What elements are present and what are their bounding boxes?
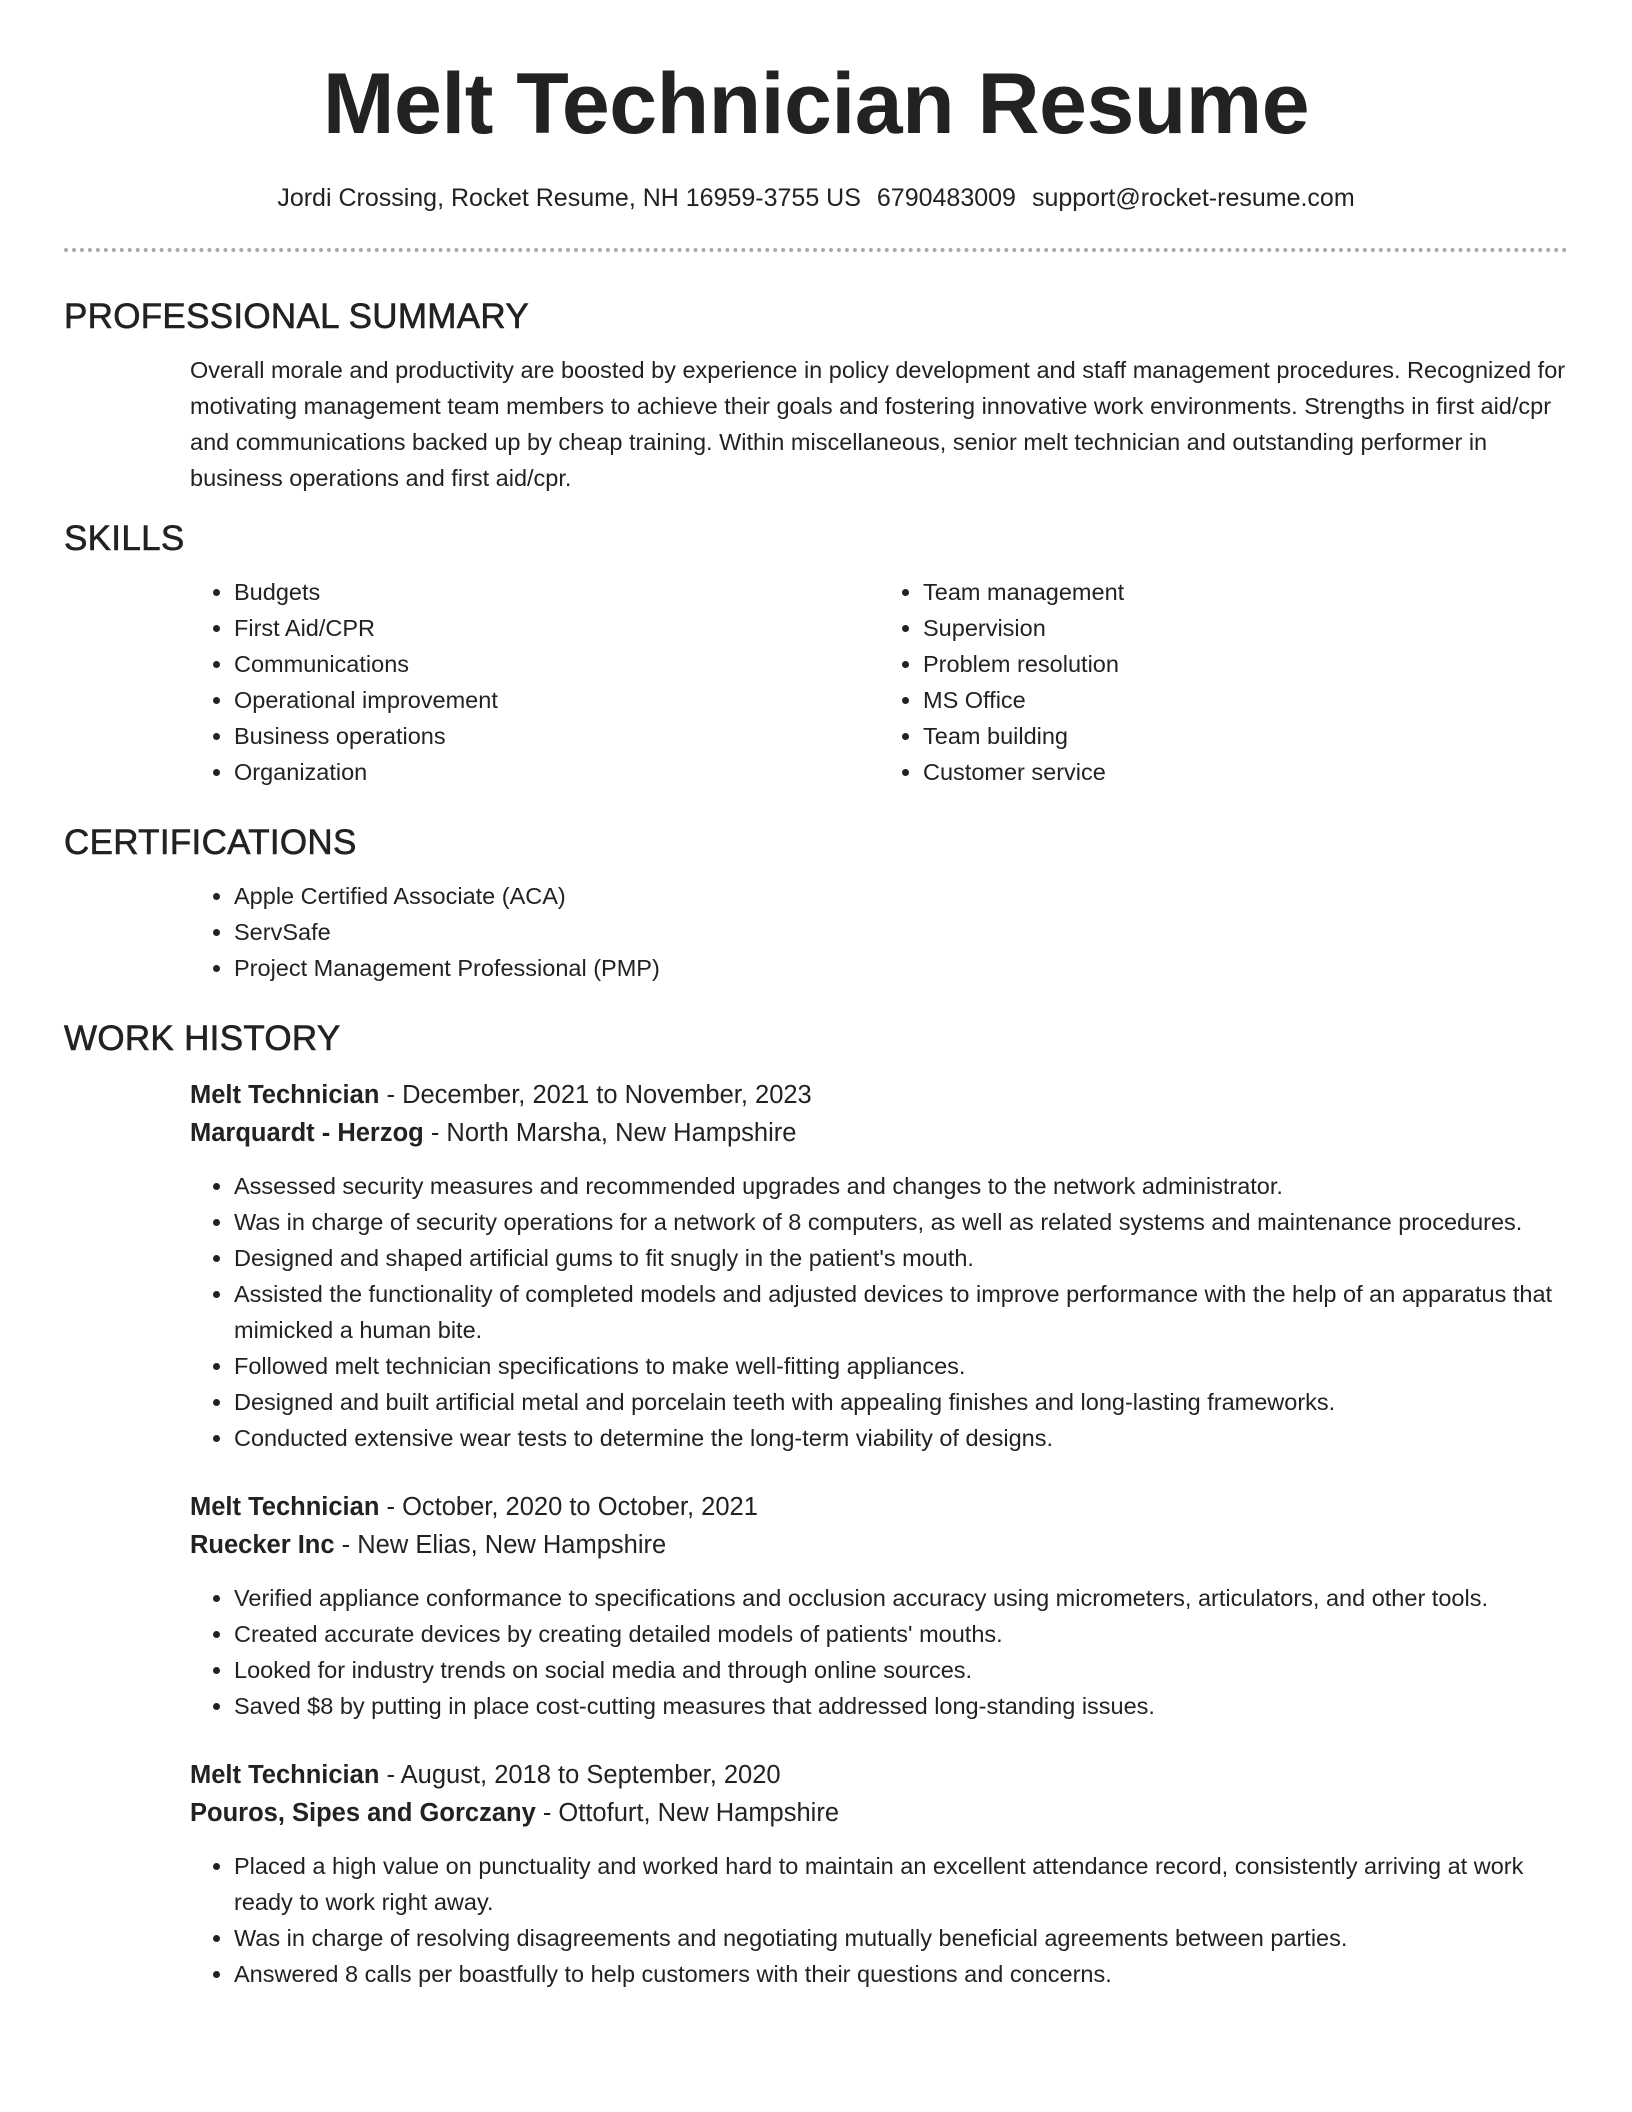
- list-item: • Placed a high value on punctuality and worked hard to maintain an excellent attendance record, consistently arriving at work ready to work right away.: [234, 1848, 1568, 1920]
- job-dates: - December, 2021 to November, 2023: [379, 1081, 812, 1109]
- list-item: • Problem resolution: [923, 646, 1568, 682]
- contact-line: [64, 182, 1568, 214]
- job-location: - North Marsha, New Hampshire: [423, 1119, 797, 1147]
- certifications-heading: CERTIFICATIONS: [64, 823, 357, 862]
- list-item: • First Aid/CPR: [234, 610, 879, 646]
- job-company: Ruecker Inc: [190, 1531, 335, 1559]
- list-item: • Communications: [234, 646, 879, 682]
- skills-heading: SKILLS: [64, 519, 185, 558]
- list-item: • Answered 8 calls per boastfully to help customers with their questions and concerns.: [234, 1956, 1568, 1992]
- certifications-body: [190, 878, 1568, 986]
- skills-left-list: [190, 574, 879, 790]
- job-company: Pouros, Sipes and Gorczany: [190, 1799, 536, 1827]
- work-section: [64, 1018, 1568, 1992]
- list-item: • Team building: [923, 718, 1568, 754]
- list-item: • ServSafe: [234, 914, 1568, 950]
- list-item: • Looked for industry trends on social media and through online sources.: [234, 1652, 1568, 1688]
- list-item: • Apple Certified Associate (ACA): [234, 878, 1568, 914]
- work-heading: WORK HISTORY: [64, 1019, 341, 1058]
- job-title-line: [190, 1488, 1568, 1526]
- job-bullets: [190, 1168, 1568, 1456]
- list-item: • Followed melt technician specifications to make well-fitting appliances.: [234, 1348, 1568, 1384]
- list-item: • Team management: [923, 574, 1568, 610]
- job-company-line: [190, 1526, 1568, 1564]
- list-item: • Supervision: [923, 610, 1568, 646]
- job-title: Melt Technician: [190, 1081, 380, 1109]
- list-item: • Designed and built artificial metal and porcelain teeth with appealing finishes and long-lasting frameworks.: [234, 1384, 1568, 1420]
- skills-right-list: [879, 574, 1568, 790]
- skills-section: [64, 518, 1568, 790]
- list-item: • Saved $8 by putting in place cost-cutting measures that addressed long-standing issues.: [234, 1688, 1568, 1724]
- summary-heading: PROFESSIONAL SUMMARY: [64, 297, 529, 336]
- job-dates: - October, 2020 to October, 2021: [379, 1493, 758, 1521]
- list-item: • Operational improvement: [234, 682, 879, 718]
- job-company-line: [190, 1794, 1568, 1832]
- list-item: • Assisted the functionality of completed models and adjusted devices to improve performance with the help of an apparatus that mimicked a human bite.: [234, 1276, 1568, 1348]
- list-item: • Project Management Professional (PMP): [234, 950, 1568, 986]
- list-item: • Customer service: [923, 754, 1568, 790]
- contact-phone: 6790483009: [876, 184, 1016, 212]
- list-item: • Was in charge of resolving disagreements and negotiating mutually beneficial agreements between parties.: [234, 1920, 1568, 1956]
- job-company: Marquardt - Herzog: [190, 1119, 424, 1147]
- job-location: - Ottofurt, New Hampshire: [535, 1799, 840, 1827]
- job-entry: [190, 1488, 1568, 1724]
- job-entry: [190, 1076, 1568, 1456]
- job-title: Melt Technician: [190, 1493, 380, 1521]
- summary-text: Overall morale and productivity are boosted by experience in policy development and staff management procedures. Recognized for motivating management team members to achieve their goals and fostering innovative work environments. Strengths in first aid/cpr and communications backed up by cheap training. Within miscellaneous, senior melt technician and outstanding performer in business operations and first aid/cpr.: [190, 357, 1566, 491]
- contact-email: support@rocket-resume.com: [1031, 184, 1355, 212]
- header-divider: [64, 248, 1568, 252]
- list-item: • Business operations: [234, 718, 879, 754]
- job-dates: - August, 2018 to September, 2020: [379, 1761, 781, 1789]
- list-item: • Assessed security measures and recommended upgrades and changes to the network administrator.: [234, 1168, 1568, 1204]
- list-item: • Organization: [234, 754, 879, 790]
- list-item: • Budgets: [234, 574, 879, 610]
- job-company-line: [190, 1114, 1568, 1152]
- list-item: • MS Office: [923, 682, 1568, 718]
- job-title-line: [190, 1076, 1568, 1114]
- skills-columns: [190, 574, 1568, 790]
- list-item: • Verified appliance conformance to specifications and occlusion accuracy using micrometers, articulators, and other tools.: [234, 1580, 1568, 1616]
- contact-address: Jordi Crossing, Rocket Resume, NH 16959-3755 US: [277, 184, 861, 212]
- job-location: - New Elias, New Hampshire: [334, 1531, 667, 1559]
- job-bullets: [190, 1848, 1568, 1992]
- page-title: Melt Technician Resume: [322, 56, 1310, 152]
- certifications-section: [64, 822, 1568, 986]
- job-title-line: [190, 1756, 1568, 1794]
- job-title: Melt Technician: [190, 1761, 380, 1789]
- list-item: • Conducted extensive wear tests to determine the long-term viability of designs.: [234, 1420, 1568, 1456]
- summary-section: [64, 296, 1568, 496]
- list-item: • Created accurate devices by creating detailed models of patients' mouths.: [234, 1616, 1568, 1652]
- job-bullets: [190, 1580, 1568, 1724]
- certifications-list: [190, 878, 1568, 986]
- list-item: • Was in charge of security operations for a network of 8 computers, as well as related systems and maintenance procedures.: [234, 1204, 1568, 1240]
- list-item: • Designed and shaped artificial gums to fit snugly in the patient's mouth.: [234, 1240, 1568, 1276]
- job-entry: [190, 1756, 1568, 1992]
